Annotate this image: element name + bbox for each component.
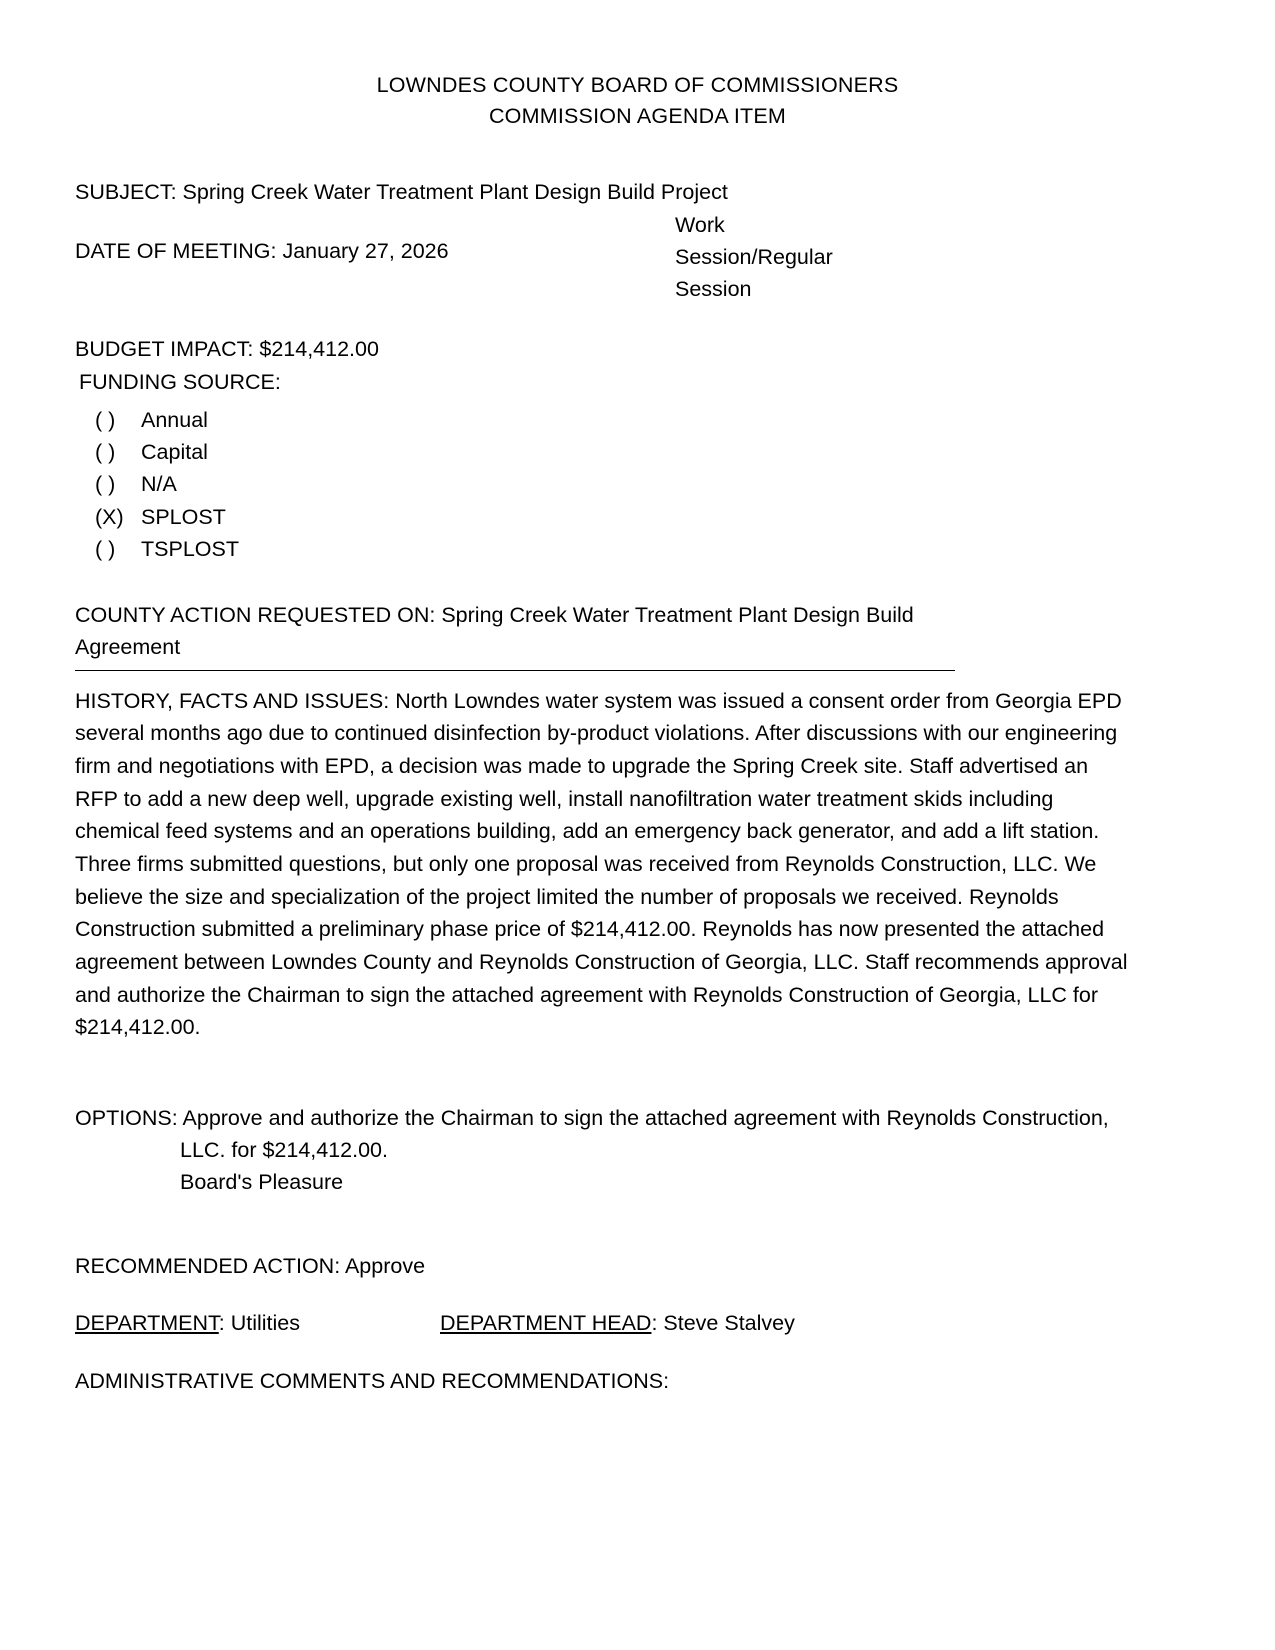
department-head-field: [440, 1311, 795, 1336]
history-facts-issues: HISTORY, FACTS AND ISSUES: North Lowndes water system was issued a consent order from Georgia EPD several months ago due to continued disinfection by-product violations. After discussions with our engineering firm and negotiations with EPD, a decision was made to upgrade the Spring Creek site. Staff advertised an RFP to add a new deep well, upgrade existing well, install nanofiltration water treatment skids including chemical feed systems and an operations building, add an emergency back generator, and add a lift station. Three firms submitted questions, but only one proposal was received from Reynolds Construction, LLC. We believe the size and specialization of the project limited the number of proposals we received. Reynolds Construction submitted a preliminary phase price of $214,412.00. Reynolds has now presented the attached agreement between Lowndes County and Reynolds Construction of Georgia, LLC. Staff recommends approval and authorize the Chairman to sign the attached agreement with Reynolds Construction of Georgia, LLC for $214,412.00.: [75, 688, 1128, 1040]
options-line-2: LLC. for $214,412.00.: [180, 1138, 388, 1163]
funding-option-capital[interactable]: [75, 436, 1200, 468]
funding-option-annual-mark: ( ): [95, 407, 116, 432]
meeting-spacer: [75, 209, 675, 235]
funding-option-na[interactable]: [75, 468, 1200, 500]
department-value: : Utilities: [218, 1310, 300, 1335]
funding-source-options: [75, 404, 1200, 565]
department-head-label: DEPARTMENT HEAD: [440, 1310, 652, 1335]
funding-option-splost-mark: (X): [95, 504, 124, 529]
date-of-meeting-line: DATE OF MEETING: January 27, 2026: [75, 238, 449, 263]
section-divider: [75, 670, 955, 671]
header-title-line-2: COMMISSION AGENDA ITEM: [488, 104, 787, 129]
funding-source-label: FUNDING SOURCE:: [79, 369, 281, 394]
meeting-session-row: [75, 209, 1200, 306]
department-head-value: : Steve Stalvey: [651, 1310, 795, 1335]
options-line-3: Board's Pleasure: [180, 1170, 344, 1195]
session-line-1: Work: [675, 212, 725, 237]
options-line-1: OPTIONS: Approve and authorize the Chairman to sign the attached agreement with Reynolds Construction,: [75, 1105, 1109, 1130]
funding-option-capital-mark: ( ): [95, 440, 116, 465]
recommended-action-line: RECOMMENDED ACTION: Approve: [75, 1253, 426, 1278]
funding-option-annual[interactable]: [75, 404, 1200, 436]
document-header: [75, 70, 1200, 132]
header-title-line-1: LOWNDES COUNTY BOARD OF COMMISSIONERS: [376, 73, 899, 97]
department-label: DEPARTMENT: [75, 1310, 219, 1335]
budget-impact-line: BUDGET IMPACT: $214,412.00: [75, 337, 379, 362]
funding-option-capital-label: Capital: [141, 440, 208, 465]
funding-option-tsplost[interactable]: [75, 533, 1200, 565]
administrative-comments-line: ADMINISTRATIVE COMMENTS AND RECOMMENDATIONS:: [75, 1368, 670, 1393]
options-block: [75, 1102, 1135, 1199]
session-line-2: Session/Regular: [675, 244, 833, 269]
department-field: [75, 1311, 440, 1336]
department-row: [75, 1311, 1200, 1336]
budget-block: [75, 333, 1200, 565]
session-line-3: Session: [675, 277, 752, 302]
funding-option-annual-label: Annual: [141, 407, 208, 432]
subject-line: SUBJECT: Spring Creek Water Treatment Plant Design Build Project: [75, 180, 728, 205]
funding-option-splost[interactable]: [75, 501, 1200, 533]
funding-option-splost-label: SPLOST: [141, 504, 226, 529]
session-type-block: [675, 209, 1200, 306]
funding-option-na-label: N/A: [141, 472, 177, 497]
meeting-left-column: [75, 209, 675, 267]
funding-option-tsplost-mark: ( ): [95, 536, 116, 561]
funding-option-na-mark: ( ): [95, 472, 116, 497]
funding-option-tsplost-label: TSPLOST: [141, 536, 239, 561]
county-action-requested: COUNTY ACTION REQUESTED ON: Spring Creek Water Treatment Plant Design Build Agreement: [75, 603, 914, 660]
